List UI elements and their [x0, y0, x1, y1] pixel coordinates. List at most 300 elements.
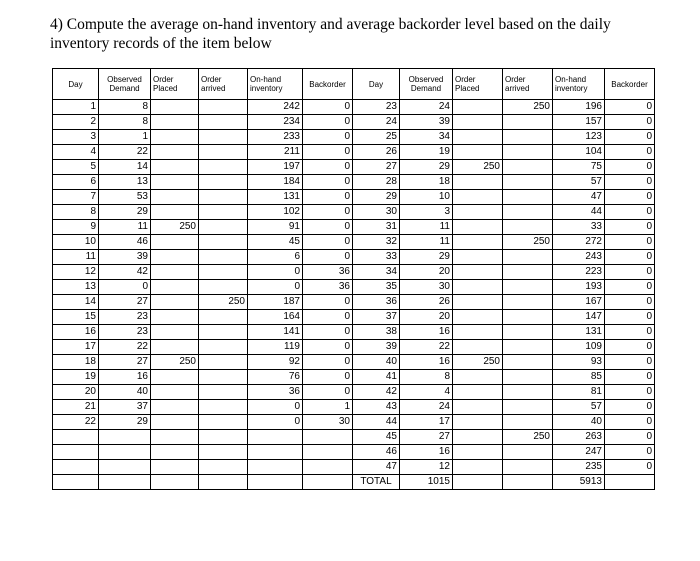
cell-order-arrived-2: 250 — [503, 430, 553, 445]
cell-backorder-2: 0 — [605, 175, 655, 190]
table-row — [53, 445, 655, 460]
cell-day: 18 — [53, 355, 99, 370]
table-row — [53, 325, 655, 340]
cell-order-arrived-2 — [503, 115, 553, 130]
cell-on-hand-inventory-2: 104 — [553, 145, 605, 160]
table-row — [53, 400, 655, 415]
table-row — [53, 235, 655, 250]
header-row — [53, 69, 655, 100]
cell-day-2: TOTAL — [353, 475, 400, 490]
cell-order-placed-2: 250 — [453, 160, 503, 175]
cell-order-arrived — [199, 355, 248, 370]
question-text: 4) Compute the average on-hand inventory and average backorder level based on the daily inventory records of the item below — [50, 16, 611, 52]
cell-order-placed-2 — [453, 205, 503, 220]
cell-on-hand-inventory: 0 — [248, 265, 303, 280]
cell-backorder-2: 0 — [605, 280, 655, 295]
cell-order-arrived-2 — [503, 355, 553, 370]
cell-on-hand-inventory — [248, 460, 303, 475]
cell-on-hand-inventory: 6 — [248, 250, 303, 265]
cell-order-arrived-2 — [503, 325, 553, 340]
header-on-hand-inventory: On-hand inventory — [248, 69, 303, 100]
header-day: Day — [53, 69, 99, 100]
cell-backorder: 0 — [303, 340, 353, 355]
cell-day-2: 25 — [353, 130, 400, 145]
cell-day: 8 — [53, 205, 99, 220]
cell-order-arrived — [199, 220, 248, 235]
cell-day: 2 — [53, 115, 99, 130]
cell-on-hand-inventory-2: 40 — [553, 415, 605, 430]
cell-on-hand-inventory: 211 — [248, 145, 303, 160]
table-row — [53, 385, 655, 400]
cell-order-placed — [151, 310, 199, 325]
cell-observed-demand-2: 19 — [400, 145, 453, 160]
cell-observed-demand: 39 — [99, 250, 151, 265]
cell-on-hand-inventory: 234 — [248, 115, 303, 130]
cell-observed-demand-2: 3 — [400, 205, 453, 220]
cell-day-2: 39 — [353, 340, 400, 355]
cell-order-placed-2 — [453, 325, 503, 340]
cell-backorder: 0 — [303, 370, 353, 385]
table-row — [53, 460, 655, 475]
table-row — [53, 340, 655, 355]
cell-observed-demand: 53 — [99, 190, 151, 205]
cell-backorder-2: 0 — [605, 325, 655, 340]
cell-order-arrived-2 — [503, 265, 553, 280]
cell-order-placed-2 — [453, 280, 503, 295]
cell-day: 9 — [53, 220, 99, 235]
cell-on-hand-inventory: 197 — [248, 160, 303, 175]
cell-day-2: 31 — [353, 220, 400, 235]
cell-order-arrived — [199, 475, 248, 490]
cell-order-placed — [151, 235, 199, 250]
cell-order-placed — [151, 295, 199, 310]
cell-on-hand-inventory-2: 131 — [553, 325, 605, 340]
cell-day-2: 32 — [353, 235, 400, 250]
cell-backorder-2: 0 — [605, 445, 655, 460]
table-row — [53, 295, 655, 310]
cell-observed-demand-2: 16 — [400, 355, 453, 370]
cell-order-arrived-2 — [503, 250, 553, 265]
cell-on-hand-inventory: 131 — [248, 190, 303, 205]
table-row — [53, 415, 655, 430]
cell-backorder: 0 — [303, 100, 353, 115]
cell-observed-demand: 22 — [99, 145, 151, 160]
cell-on-hand-inventory-2: 5913 — [553, 475, 605, 490]
cell-order-arrived — [199, 250, 248, 265]
cell-order-placed — [151, 445, 199, 460]
cell-backorder: 0 — [303, 115, 353, 130]
cell-order-placed-2 — [453, 145, 503, 160]
cell-on-hand-inventory-2: 193 — [553, 280, 605, 295]
cell-backorder: 0 — [303, 160, 353, 175]
table-row — [53, 355, 655, 370]
cell-order-arrived-2 — [503, 130, 553, 145]
cell-day — [53, 460, 99, 475]
table-row — [53, 265, 655, 280]
cell-order-arrived — [199, 100, 248, 115]
cell-order-arrived-2 — [503, 445, 553, 460]
cell-order-placed — [151, 250, 199, 265]
cell-order-placed — [151, 160, 199, 175]
cell-observed-demand-2: 24 — [400, 100, 453, 115]
cell-day: 11 — [53, 250, 99, 265]
cell-day: 12 — [53, 265, 99, 280]
cell-observed-demand-2: 1015 — [400, 475, 453, 490]
cell-backorder-2: 0 — [605, 130, 655, 145]
cell-backorder-2: 0 — [605, 250, 655, 265]
cell-on-hand-inventory: 0 — [248, 415, 303, 430]
cell-order-arrived — [199, 160, 248, 175]
cell-observed-demand-2: 39 — [400, 115, 453, 130]
table-row — [53, 100, 655, 115]
table-row — [53, 280, 655, 295]
cell-order-arrived — [199, 445, 248, 460]
cell-order-arrived — [199, 115, 248, 130]
cell-on-hand-inventory — [248, 445, 303, 460]
cell-backorder-2: 0 — [605, 400, 655, 415]
cell-order-arrived — [199, 460, 248, 475]
cell-day-2: 45 — [353, 430, 400, 445]
cell-order-placed — [151, 175, 199, 190]
cell-order-arrived — [199, 190, 248, 205]
cell-day: 10 — [53, 235, 99, 250]
cell-on-hand-inventory-2: 243 — [553, 250, 605, 265]
cell-on-hand-inventory-2: 81 — [553, 385, 605, 400]
cell-backorder: 0 — [303, 175, 353, 190]
cell-day-2: 37 — [353, 310, 400, 325]
cell-observed-demand-2: 20 — [400, 310, 453, 325]
cell-day: 4 — [53, 145, 99, 160]
cell-observed-demand-2: 22 — [400, 340, 453, 355]
cell-observed-demand: 11 — [99, 220, 151, 235]
cell-backorder: 0 — [303, 355, 353, 370]
cell-order-arrived-2 — [503, 280, 553, 295]
header-order-arrived: Order arrived — [199, 69, 248, 100]
cell-observed-demand: 16 — [99, 370, 151, 385]
cell-order-arrived-2: 250 — [503, 100, 553, 115]
cell-day-2: 23 — [353, 100, 400, 115]
cell-backorder-2: 0 — [605, 385, 655, 400]
cell-day: 5 — [53, 160, 99, 175]
cell-observed-demand-2: 29 — [400, 160, 453, 175]
cell-observed-demand: 22 — [99, 340, 151, 355]
cell-day — [53, 430, 99, 445]
cell-order-arrived — [199, 415, 248, 430]
header-observed-demand-2: Observed Demand — [400, 69, 453, 100]
cell-backorder-2: 0 — [605, 310, 655, 325]
cell-backorder-2 — [605, 475, 655, 490]
cell-backorder: 36 — [303, 265, 353, 280]
cell-observed-demand-2: 4 — [400, 385, 453, 400]
table-row — [53, 205, 655, 220]
table-body — [53, 100, 655, 490]
cell-on-hand-inventory: 0 — [248, 400, 303, 415]
cell-day: 1 — [53, 100, 99, 115]
cell-order-placed — [151, 415, 199, 430]
cell-order-placed — [151, 190, 199, 205]
cell-backorder-2: 0 — [605, 370, 655, 385]
cell-day-2: 30 — [353, 205, 400, 220]
cell-observed-demand-2: 10 — [400, 190, 453, 205]
cell-order-arrived-2 — [503, 220, 553, 235]
cell-observed-demand: 42 — [99, 265, 151, 280]
cell-on-hand-inventory-2: 47 — [553, 190, 605, 205]
cell-order-arrived-2 — [503, 310, 553, 325]
cell-order-placed-2 — [453, 265, 503, 280]
cell-order-arrived — [199, 370, 248, 385]
header-on-hand-inventory-2: On-hand inventory — [553, 69, 605, 100]
cell-order-placed — [151, 115, 199, 130]
cell-observed-demand-2: 11 — [400, 220, 453, 235]
cell-order-placed-2 — [453, 415, 503, 430]
cell-order-arrived-2 — [503, 145, 553, 160]
cell-day: 13 — [53, 280, 99, 295]
cell-on-hand-inventory-2: 85 — [553, 370, 605, 385]
cell-observed-demand-2: 27 — [400, 430, 453, 445]
cell-on-hand-inventory: 91 — [248, 220, 303, 235]
cell-backorder — [303, 460, 353, 475]
table-row — [53, 475, 655, 490]
cell-observed-demand-2: 16 — [400, 325, 453, 340]
cell-order-placed — [151, 280, 199, 295]
cell-backorder: 1 — [303, 400, 353, 415]
cell-on-hand-inventory-2: 247 — [553, 445, 605, 460]
cell-order-placed-2 — [453, 115, 503, 130]
cell-day — [53, 475, 99, 490]
header-backorder: Backorder — [303, 69, 353, 100]
cell-on-hand-inventory: 242 — [248, 100, 303, 115]
cell-day: 19 — [53, 370, 99, 385]
cell-on-hand-inventory: 92 — [248, 355, 303, 370]
cell-day-2: 34 — [353, 265, 400, 280]
cell-on-hand-inventory: 102 — [248, 205, 303, 220]
cell-order-placed — [151, 400, 199, 415]
cell-order-arrived-2 — [503, 205, 553, 220]
cell-observed-demand-2: 11 — [400, 235, 453, 250]
cell-backorder: 0 — [303, 145, 353, 160]
cell-order-placed-2 — [453, 340, 503, 355]
cell-observed-demand: 1 — [99, 130, 151, 145]
cell-order-placed — [151, 385, 199, 400]
header-backorder-2: Backorder — [605, 69, 655, 100]
table-row — [53, 250, 655, 265]
cell-day-2: 44 — [353, 415, 400, 430]
cell-order-placed-2 — [453, 295, 503, 310]
cell-on-hand-inventory-2: 235 — [553, 460, 605, 475]
cell-day: 15 — [53, 310, 99, 325]
cell-order-arrived-2 — [503, 370, 553, 385]
header-observed-demand: Observed Demand — [99, 69, 151, 100]
cell-on-hand-inventory — [248, 475, 303, 490]
cell-order-placed — [151, 430, 199, 445]
cell-order-arrived-2 — [503, 415, 553, 430]
cell-day-2: 29 — [353, 190, 400, 205]
cell-day-2: 27 — [353, 160, 400, 175]
table-row — [53, 175, 655, 190]
cell-order-placed-2 — [453, 460, 503, 475]
cell-on-hand-inventory-2: 223 — [553, 265, 605, 280]
cell-observed-demand: 14 — [99, 160, 151, 175]
cell-day: 6 — [53, 175, 99, 190]
cell-on-hand-inventory-2: 44 — [553, 205, 605, 220]
cell-order-placed-2 — [453, 475, 503, 490]
cell-backorder-2: 0 — [605, 235, 655, 250]
cell-observed-demand: 40 — [99, 385, 151, 400]
cell-order-arrived — [199, 265, 248, 280]
header-order-placed-2: Order Placed — [453, 69, 503, 100]
cell-order-arrived — [199, 175, 248, 190]
cell-backorder — [303, 445, 353, 460]
cell-day: 22 — [53, 415, 99, 430]
cell-order-placed — [151, 475, 199, 490]
cell-observed-demand-2: 29 — [400, 250, 453, 265]
cell-order-arrived-2 — [503, 385, 553, 400]
cell-backorder-2: 0 — [605, 115, 655, 130]
cell-order-arrived: 250 — [199, 295, 248, 310]
cell-order-arrived-2 — [503, 175, 553, 190]
cell-on-hand-inventory: 0 — [248, 280, 303, 295]
cell-day-2: 38 — [353, 325, 400, 340]
cell-order-placed — [151, 370, 199, 385]
cell-backorder-2: 0 — [605, 145, 655, 160]
cell-order-arrived-2 — [503, 340, 553, 355]
cell-observed-demand: 8 — [99, 115, 151, 130]
cell-order-arrived — [199, 130, 248, 145]
cell-order-placed — [151, 325, 199, 340]
cell-order-placed — [151, 265, 199, 280]
cell-order-arrived — [199, 340, 248, 355]
cell-order-placed-2 — [453, 385, 503, 400]
cell-on-hand-inventory-2: 57 — [553, 400, 605, 415]
cell-day-2: 43 — [353, 400, 400, 415]
cell-day-2: 42 — [353, 385, 400, 400]
cell-day: 21 — [53, 400, 99, 415]
cell-day-2: 26 — [353, 145, 400, 160]
cell-order-placed — [151, 145, 199, 160]
cell-order-arrived-2 — [503, 400, 553, 415]
table-row — [53, 115, 655, 130]
cell-order-placed — [151, 100, 199, 115]
cell-day-2: 24 — [353, 115, 400, 130]
cell-order-placed-2 — [453, 370, 503, 385]
cell-order-placed-2 — [453, 190, 503, 205]
cell-order-arrived-2 — [503, 295, 553, 310]
cell-order-arrived — [199, 400, 248, 415]
cell-backorder-2: 0 — [605, 460, 655, 475]
cell-on-hand-inventory-2: 57 — [553, 175, 605, 190]
header-order-placed: Order Placed — [151, 69, 199, 100]
cell-on-hand-inventory-2: 93 — [553, 355, 605, 370]
cell-on-hand-inventory — [248, 430, 303, 445]
cell-on-hand-inventory-2: 33 — [553, 220, 605, 235]
cell-observed-demand — [99, 430, 151, 445]
cell-day: 20 — [53, 385, 99, 400]
header-order-arrived-2: Order arrived — [503, 69, 553, 100]
table-row — [53, 130, 655, 145]
cell-order-placed-2 — [453, 175, 503, 190]
table-row — [53, 370, 655, 385]
cell-on-hand-inventory: 119 — [248, 340, 303, 355]
cell-on-hand-inventory: 76 — [248, 370, 303, 385]
cell-on-hand-inventory-2: 196 — [553, 100, 605, 115]
cell-order-placed — [151, 340, 199, 355]
cell-day-2: 46 — [353, 445, 400, 460]
cell-order-placed-2 — [453, 235, 503, 250]
cell-observed-demand: 29 — [99, 205, 151, 220]
cell-observed-demand: 27 — [99, 355, 151, 370]
cell-order-arrived — [199, 280, 248, 295]
cell-on-hand-inventory-2: 272 — [553, 235, 605, 250]
cell-order-arrived — [199, 385, 248, 400]
cell-order-placed-2 — [453, 430, 503, 445]
cell-order-placed-2 — [453, 100, 503, 115]
cell-day-2: 41 — [353, 370, 400, 385]
cell-backorder: 0 — [303, 325, 353, 340]
cell-observed-demand-2: 12 — [400, 460, 453, 475]
cell-order-arrived — [199, 430, 248, 445]
cell-order-arrived — [199, 235, 248, 250]
cell-on-hand-inventory: 45 — [248, 235, 303, 250]
cell-day: 16 — [53, 325, 99, 340]
cell-day-2: 28 — [353, 175, 400, 190]
cell-backorder: 0 — [303, 385, 353, 400]
cell-backorder: 0 — [303, 190, 353, 205]
cell-backorder-2: 0 — [605, 100, 655, 115]
cell-order-arrived-2 — [503, 475, 553, 490]
cell-order-arrived — [199, 145, 248, 160]
cell-backorder-2: 0 — [605, 295, 655, 310]
cell-on-hand-inventory-2: 157 — [553, 115, 605, 130]
cell-observed-demand-2: 8 — [400, 370, 453, 385]
cell-order-placed — [151, 130, 199, 145]
cell-backorder: 0 — [303, 130, 353, 145]
cell-order-placed-2 — [453, 250, 503, 265]
cell-observed-demand-2: 18 — [400, 175, 453, 190]
cell-on-hand-inventory-2: 147 — [553, 310, 605, 325]
cell-on-hand-inventory: 233 — [248, 130, 303, 145]
cell-observed-demand-2: 34 — [400, 130, 453, 145]
cell-observed-demand: 13 — [99, 175, 151, 190]
cell-observed-demand — [99, 475, 151, 490]
cell-on-hand-inventory-2: 109 — [553, 340, 605, 355]
cell-observed-demand: 29 — [99, 415, 151, 430]
cell-on-hand-inventory: 36 — [248, 385, 303, 400]
cell-on-hand-inventory-2: 75 — [553, 160, 605, 175]
cell-observed-demand: 46 — [99, 235, 151, 250]
cell-order-placed-2 — [453, 310, 503, 325]
cell-order-placed: 250 — [151, 355, 199, 370]
cell-backorder-2: 0 — [605, 265, 655, 280]
cell-order-arrived-2 — [503, 460, 553, 475]
cell-observed-demand-2: 17 — [400, 415, 453, 430]
cell-on-hand-inventory: 141 — [248, 325, 303, 340]
cell-order-placed-2 — [453, 445, 503, 460]
cell-observed-demand: 23 — [99, 325, 151, 340]
inventory-table — [52, 68, 655, 490]
cell-day: 14 — [53, 295, 99, 310]
cell-backorder-2: 0 — [605, 160, 655, 175]
cell-order-arrived-2 — [503, 160, 553, 175]
table-row — [53, 190, 655, 205]
cell-day: 7 — [53, 190, 99, 205]
cell-backorder: 0 — [303, 220, 353, 235]
cell-order-arrived — [199, 310, 248, 325]
cell-day — [53, 445, 99, 460]
table-row — [53, 220, 655, 235]
cell-observed-demand-2: 30 — [400, 280, 453, 295]
cell-day: 17 — [53, 340, 99, 355]
cell-backorder: 0 — [303, 250, 353, 265]
